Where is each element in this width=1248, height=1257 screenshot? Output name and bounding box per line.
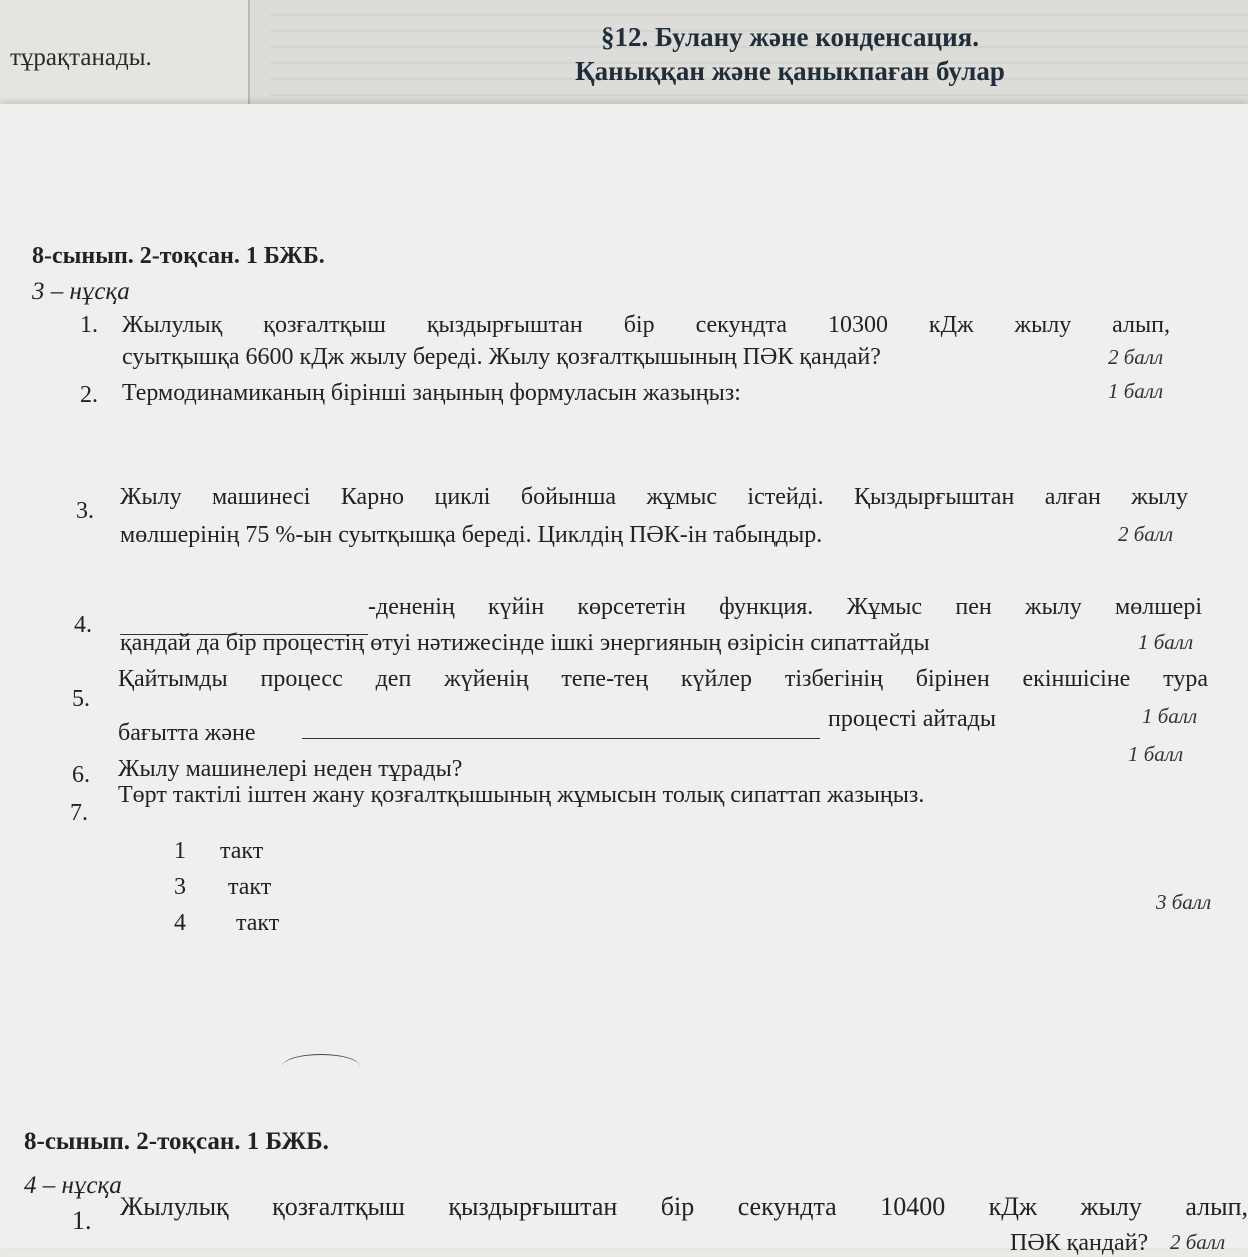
section1-variant: 3 – нұсқа — [32, 278, 130, 305]
faint-text-lines — [270, 0, 1248, 110]
q1-number: 1. — [80, 312, 98, 338]
q7-number: 7. — [70, 800, 88, 826]
q5-points: 1 балл — [1142, 704, 1198, 728]
q7-line1: Төрт тактілі іштен жану қозғалтқышының жұмысын толық сипаттап жазыңыз. — [118, 782, 925, 808]
pen-scribble — [282, 1054, 360, 1079]
q1-line1: Жылулық қозғалтқыш қыздырғыштан бір секундта 10300 кДж жылу алып, — [122, 312, 1170, 338]
section2-q1-number: 1. — [72, 1206, 92, 1235]
tact-4-label: такт — [236, 910, 280, 936]
q1-line2: суытқышқа 6600 кДж жылу береді. Жылу қозғалтқышының ПӘК қандай? — [122, 344, 881, 370]
section2-q1-points: 2 балл — [1170, 1230, 1226, 1254]
q5-answer-blank[interactable] — [302, 716, 820, 739]
q1-points: 2 балл — [1108, 345, 1164, 369]
book-title-line2: Қаныққан және қаныкпаған булар — [575, 56, 1005, 86]
q3-number: 3. — [76, 498, 94, 524]
q4-line2: қандай да бір процестің өтуі нәтижесінде ішкі энергияның өзірісін сипаттайды — [120, 630, 930, 656]
q3-line2: мөлшерінің 75 %-ын суытқышқа береді. Циклдің ПӘК-ін табыңдыр. — [120, 522, 823, 548]
q3-points: 2 балл — [1118, 522, 1174, 546]
background-textbook — [0, 0, 1248, 110]
q5-line2-end: процесті айтады — [828, 706, 997, 732]
section2-q1-line2-partial: ПӘК қандай? — [1010, 1230, 1149, 1256]
q4-points: 1 балл — [1138, 630, 1194, 654]
q6-points: 1 балл — [1128, 742, 1184, 766]
q5-line2-start: бағытта және — [118, 720, 256, 746]
section2-variant: 4 – нұсқа — [24, 1172, 122, 1199]
q4-line1: -дененің күйін көрсететін функция. Жұмыс пен жылу мөлшері — [368, 594, 1202, 620]
q7-points: 3 балл — [1156, 890, 1212, 914]
q6-line1: Жылу машинелері неден тұрады? — [118, 756, 463, 782]
tact-1-number: 1 — [174, 838, 186, 864]
q2-line1: Термодинамиканың бірінші заңының формуласын жазыңыз: — [122, 380, 741, 406]
section2-q1-line1: Жылулық қозғалтқыш қыздырғыштан бір секундта 10400 кДж жылу алып, — [120, 1192, 1248, 1221]
q3-line1: Жылу машинесі Карно циклі бойынша жұмыс істейді. Қыздырғыштан алған жылу — [120, 484, 1188, 510]
book-left-column — [0, 0, 250, 110]
tact-3-number: 3 — [174, 874, 186, 900]
tact-3-label: такт — [228, 874, 272, 900]
book-title-line1: §12. Булану және конденсация. — [600, 22, 980, 52]
section2-heading: 8-сынып. 2-тоқсан. 1 БЖБ. — [24, 1128, 329, 1155]
q2-points: 1 балл — [1108, 379, 1164, 403]
section1-heading: 8-сынып. 2-тоқсан. 1 БЖБ. — [32, 243, 325, 269]
q5-line1: Қайтымды процесс деп жүйенің тепе-тең күйлер тізбегінің бірінен екіншісіне тура — [118, 666, 1208, 692]
tact-4-number: 4 — [174, 910, 186, 936]
book-left-text: тұрақтанады. — [10, 44, 152, 71]
q6-number: 6. — [72, 762, 90, 788]
tact-1-label: такт — [220, 838, 264, 864]
q2-number: 2. — [80, 382, 98, 408]
q5-number: 5. — [72, 686, 90, 712]
q4-number: 4. — [74, 612, 92, 638]
